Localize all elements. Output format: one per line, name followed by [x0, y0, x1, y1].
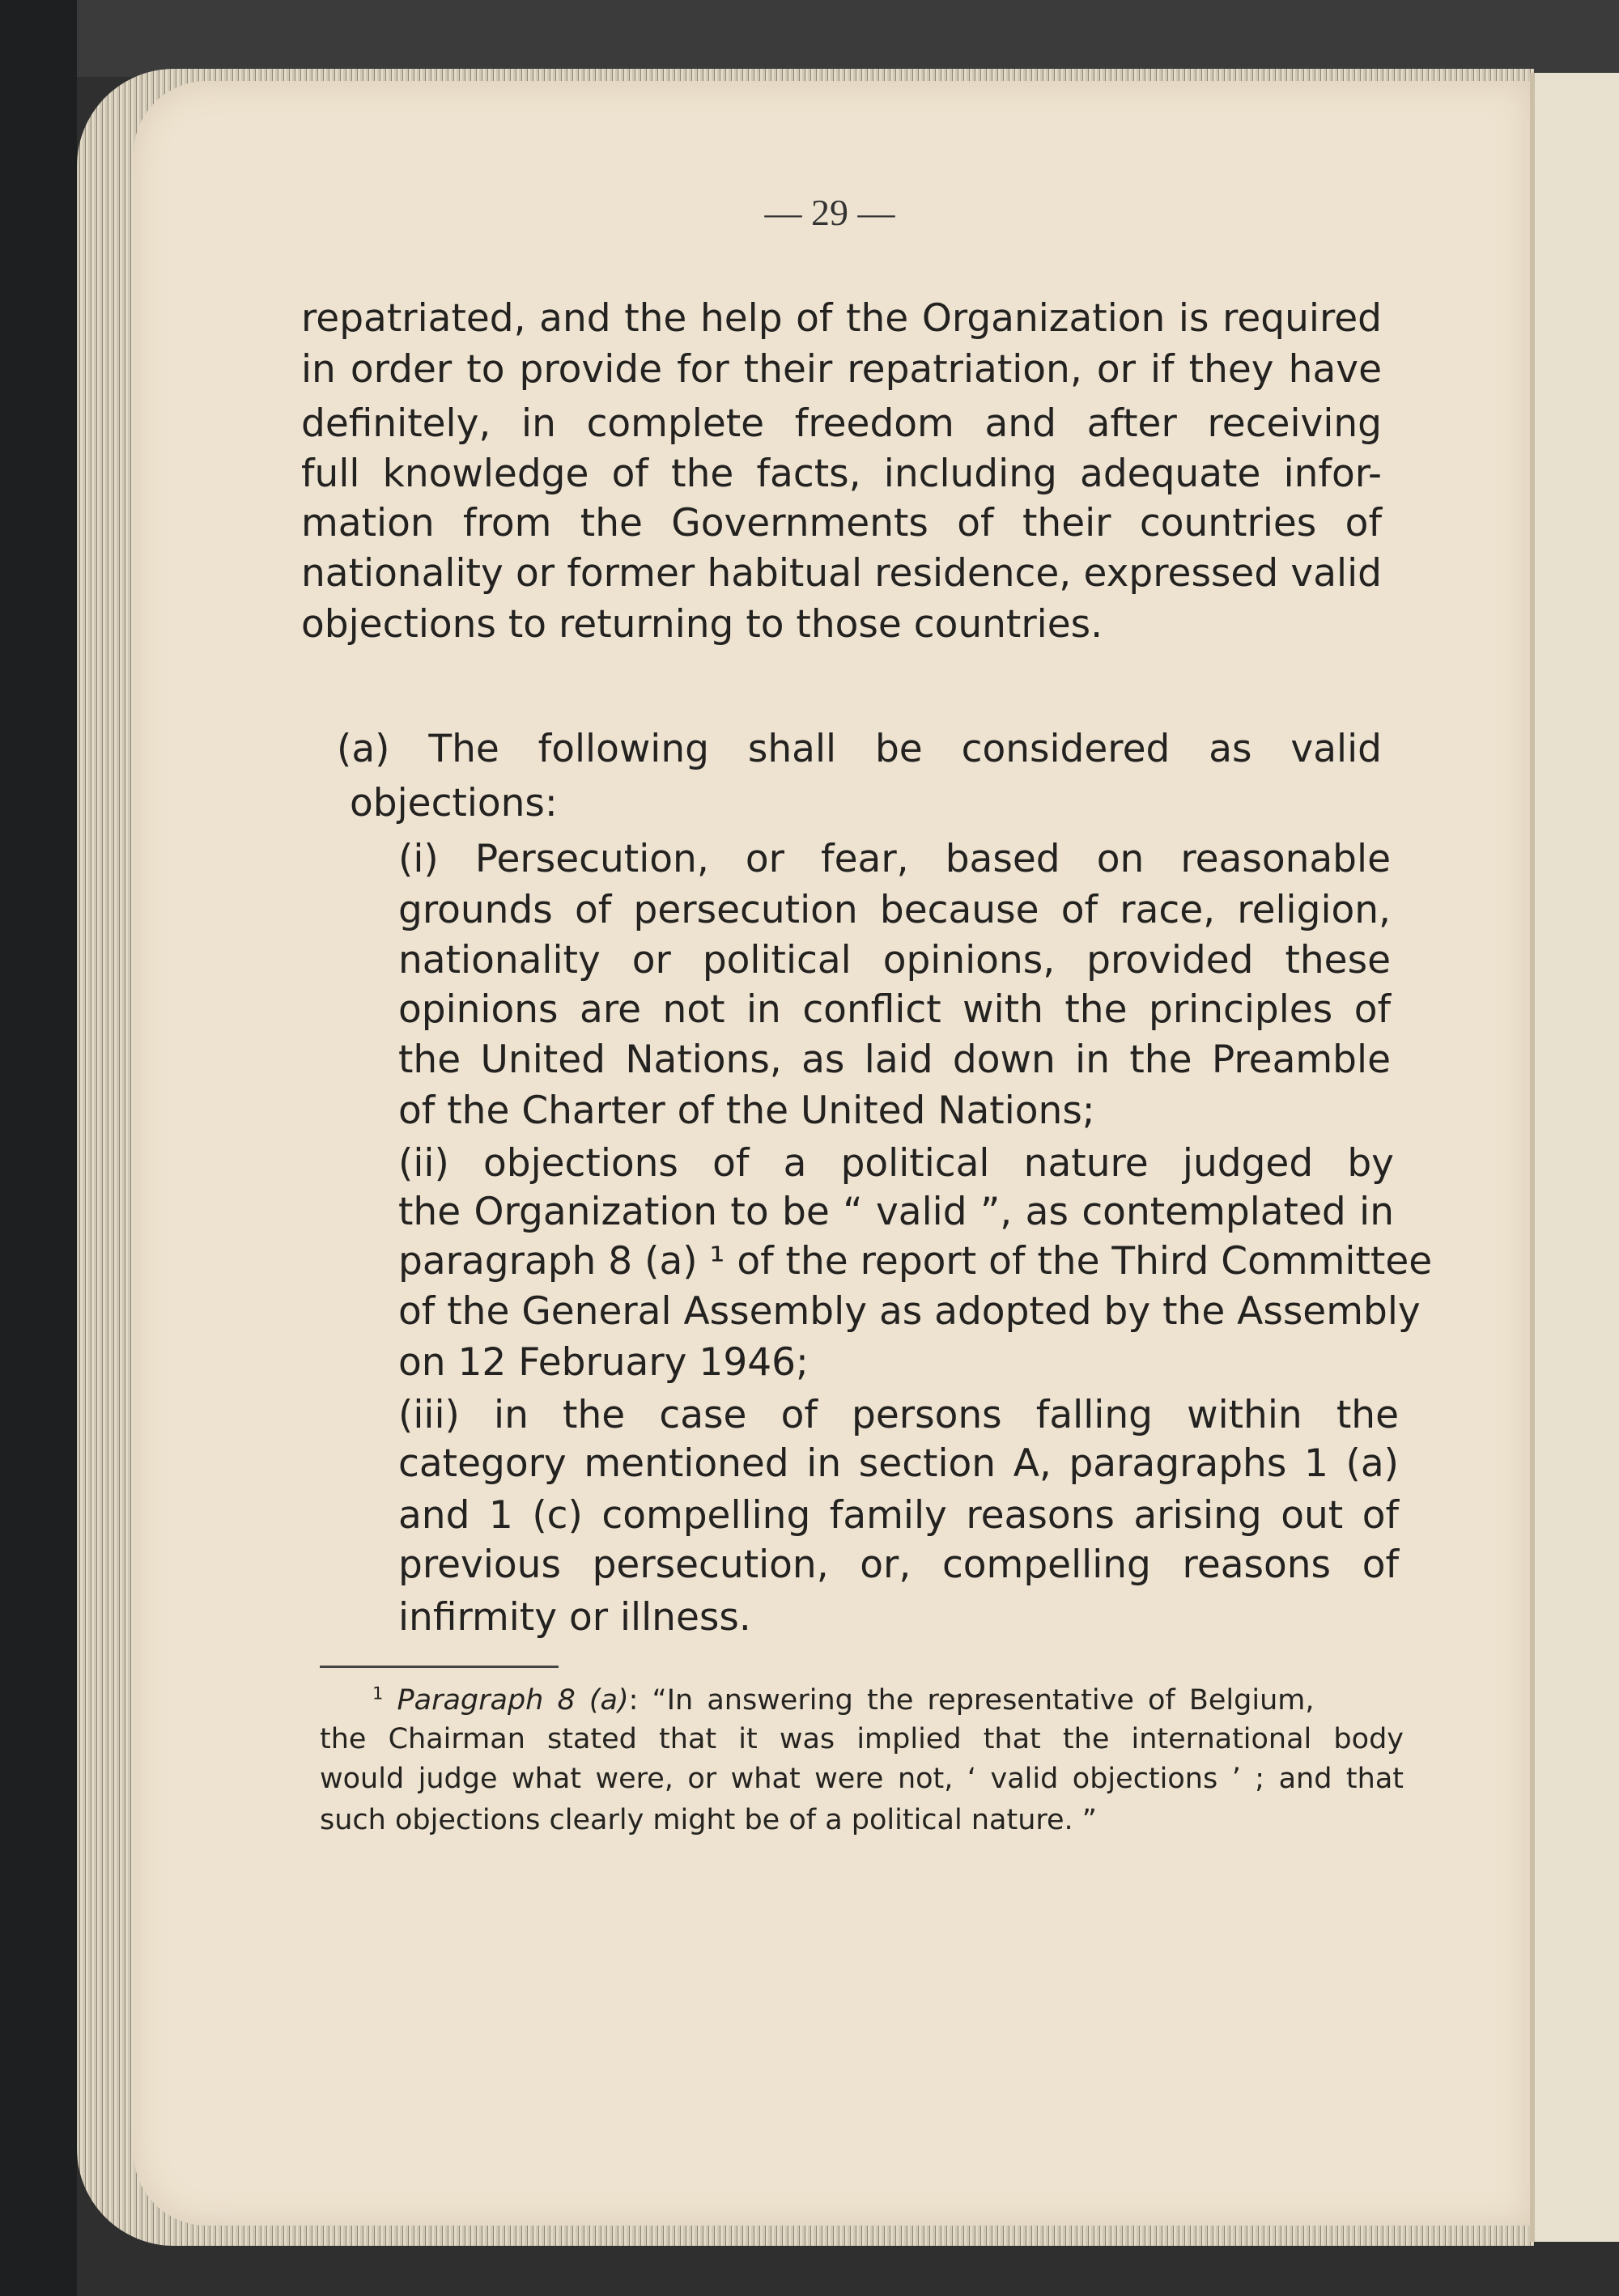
footnote-text: : “In answering the representative of Belgium, [628, 1684, 1315, 1717]
footnote-line [372, 1680, 1404, 1721]
item-iii-line: (iii) in the case of persons falling within the [398, 1393, 1399, 1437]
item-iii-line: category mentioned in section A, paragraphs 1 (a) [398, 1441, 1399, 1486]
intro-line: in order to provide for their repatriation, or if they have [301, 347, 1382, 392]
item-ii-line: the Organization to be “ valid ”, as contemplated in [398, 1190, 1394, 1234]
intro-line: repatriated, and the help of the Organization is required [301, 296, 1382, 341]
item-ii-line: paragraph 8 (a) ¹ of the report of the Third Committee [398, 1239, 1433, 1284]
facing-page-edge [1530, 73, 1619, 2242]
intro-line: mation from the Governments of their countries of [301, 501, 1382, 545]
item-iii-line: infirmity or illness. [398, 1595, 751, 1640]
background-left [0, 0, 77, 2296]
footnote-line: the Chairman stated that it was implied that the international body [320, 1723, 1404, 1755]
item-ii-line: (ii) objections of a political nature judged by [398, 1141, 1394, 1186]
item-ii-line: on 12 February 1946; [398, 1340, 809, 1385]
background-top [77, 0, 1619, 77]
item-a-line: (a) The following shall be considered as valid [337, 727, 1382, 771]
footnote-rule [320, 1666, 559, 1668]
item-a-line: objections: [350, 781, 558, 825]
footnote-label: Paragraph 8 (a) [397, 1684, 629, 1717]
item-ii-line: of the General Assembly as adopted by the Assembly [398, 1289, 1421, 1334]
intro-line: definitely, in complete freedom and after receiving [301, 401, 1382, 446]
page-number: — 29 — [764, 192, 895, 233]
item-i-line: grounds of persecution because of race, religion, [398, 888, 1391, 932]
item-iii-line: previous persecution, or, compelling reasons of [398, 1543, 1399, 1587]
intro-line: nationality or former habitual residence, expressed valid [301, 551, 1382, 596]
item-iii-line: and 1 (c) compelling family reasons arising out of [398, 1493, 1399, 1538]
item-i-line: the United Nations, as laid down in the Preamble [398, 1038, 1391, 1082]
footnote-line: such objections clearly might be of a political nature. ” [320, 1804, 1097, 1836]
item-i-line: opinions are not in conflict with the principles of [398, 987, 1391, 1032]
item-i-line: nationality or political opinions, provided these [398, 938, 1391, 982]
footnote-marker: 1 [372, 1683, 384, 1704]
intro-line: objections to returning to those countries. [301, 602, 1103, 647]
item-i-line: (i) Persecution, or fear, based on reasonable [398, 837, 1391, 881]
footnote-line: would judge what were, or what were not, ‘ valid objections ’ ; and that [320, 1763, 1404, 1795]
item-i-line: of the Charter of the United Nations; [398, 1089, 1095, 1133]
intro-line: full knowledge of the facts, including adequate infor- [301, 452, 1382, 496]
